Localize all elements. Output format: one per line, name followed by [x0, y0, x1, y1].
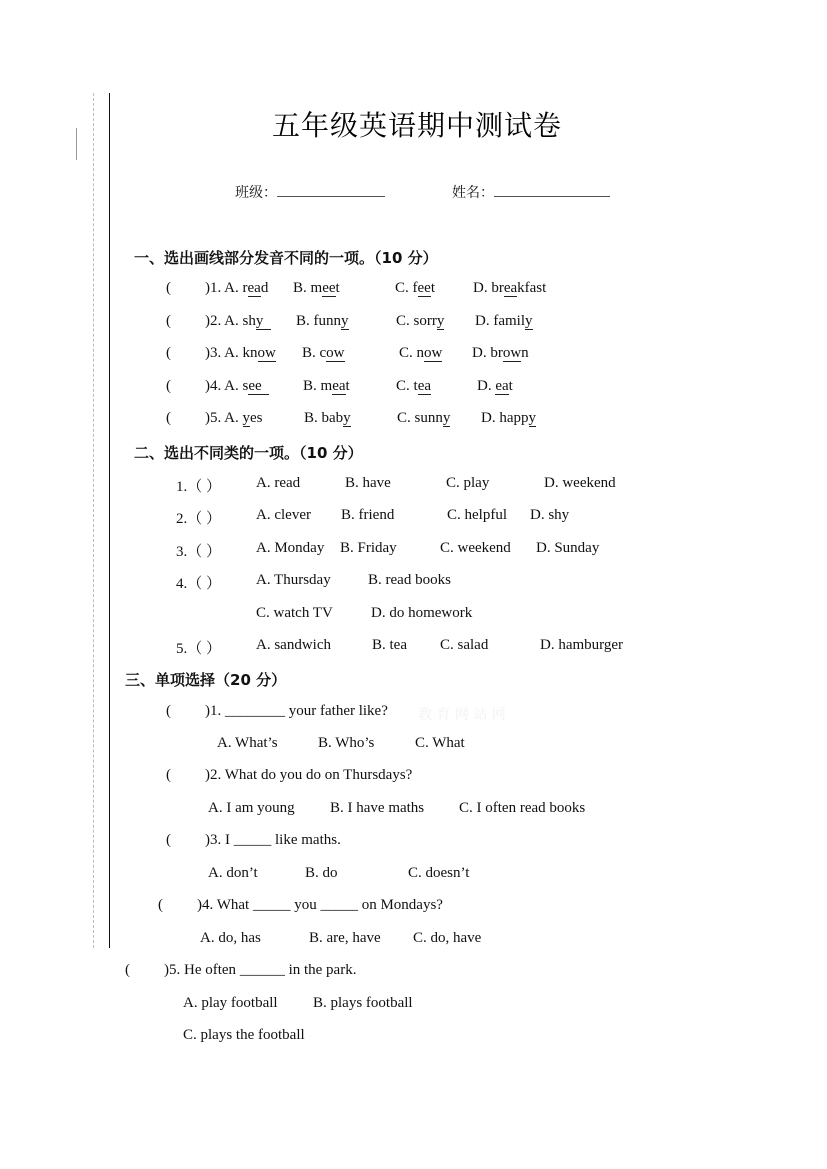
s2-q2-option-d: D. shy [530, 507, 570, 523]
class-input-line[interactable] [277, 196, 385, 197]
s3-q1-option-b: B. Who’s [318, 735, 375, 751]
s1-q5-option-c: C. sunny [397, 410, 451, 426]
s2-q3-option-c: C. weekend [440, 540, 511, 556]
s1-q1-option-c: C. feet [395, 280, 435, 296]
s1-q1-paren: ( [166, 280, 171, 296]
section1-heading: 一、选出画线部分发音不同的一项。（10 分） [134, 249, 438, 267]
s1-q4-option-c: C. tea [396, 378, 432, 394]
s2-q5-number: 5.（ ） [176, 641, 222, 657]
s1-q4-option-a: )4. A. see [205, 378, 270, 394]
s1-q2-option-a: )2. A. shy [205, 313, 271, 329]
s2-q5-option-c: C. salad [440, 637, 489, 653]
s2-q5-option-a: A. sandwich [256, 637, 331, 653]
s1-q3-option-d: D. brown [472, 345, 529, 361]
s3-q3-option-b: B. do [305, 865, 338, 881]
binding-margin-line [109, 93, 110, 948]
s1-q4-paren: ( [166, 378, 171, 394]
s3-q2-option-c: C. I often read books [459, 800, 586, 816]
s3-q2-option-b: B. I have maths [330, 800, 425, 816]
s1-q5-option-a: )5. A. yes [205, 410, 263, 426]
s3-q2-paren: ( [166, 767, 171, 783]
s1-q5-option-d: D. happy [481, 410, 536, 426]
s2-q2-number: 2.（ ） [176, 511, 222, 527]
s2-q4-option-b: B. read books [368, 572, 451, 588]
s2-q3-number: 3.（ ） [176, 544, 222, 560]
s2-q4-number: 4.（ ） [176, 576, 222, 592]
name-input-line[interactable] [494, 196, 610, 197]
s1-q2-paren: ( [166, 313, 171, 329]
s3-q5-question: )5. He often ______ in the park. [164, 962, 357, 978]
s2-q1-number: 1.（ ） [176, 479, 222, 495]
section2-heading: 二、选出不同类的一项。（10 分） [134, 444, 363, 462]
page-title: 五年级英语期中测试卷 [272, 109, 563, 142]
s2-q2-option-b: B. friend [341, 507, 395, 523]
s3-q2-option-a: A. I am young [208, 800, 295, 816]
s2-q2-option-a: A. clever [256, 507, 311, 523]
s3-q5-option-c: C. plays the football [183, 1027, 305, 1043]
s1-q3-option-a: )3. A. know [205, 345, 276, 361]
s1-q3-paren: ( [166, 345, 171, 361]
watermark-text: 教 育 网 站 网 [418, 707, 506, 723]
s1-q1-option-a: )1. A. read [205, 280, 269, 296]
s2-q1-option-d: D. weekend [544, 475, 616, 491]
s3-q4-paren: ( [158, 897, 163, 913]
s1-q4-option-b: B. meat [303, 378, 350, 394]
s3-q1-option-c: C. What [415, 735, 465, 751]
s1-q3-option-b: B. cow [302, 345, 345, 361]
s3-q4-option-c: C. do, have [413, 930, 482, 946]
s3-q5-paren: ( [125, 962, 130, 978]
name-field [452, 182, 610, 202]
s3-q3-option-a: A. don’t [208, 865, 258, 881]
s2-q1-option-a: A. read [256, 475, 301, 491]
s1-q2-option-b: B. funny [296, 313, 349, 329]
s3-q3-question: )3. I _____ like maths. [205, 832, 341, 848]
s1-q2-option-c: C. sorry [396, 313, 445, 329]
s2-q2-option-c: C. helpful [447, 507, 507, 523]
s2-q1-option-b: B. have [345, 475, 391, 491]
binding-dashed-line [93, 93, 95, 948]
s3-q1-question: )1. ________ your father like? [205, 703, 388, 719]
s1-q5-paren: ( [166, 410, 171, 426]
s2-q1-option-c: C. play [446, 475, 490, 491]
s2-q4-option-a: A. Thursday [256, 572, 331, 588]
class-label: 班级： [235, 185, 277, 201]
section3-heading: 三、单项选择（20 分） [125, 671, 287, 689]
s2-q4-option-d: D. do homework [371, 605, 473, 621]
s1-q1-option-b: B. meet [293, 280, 340, 296]
binding-mark [76, 128, 77, 160]
class-field [235, 182, 385, 202]
s1-q4-option-d: D. eat [477, 378, 513, 394]
s3-q4-question: )4. What _____ you _____ on Mondays? [197, 897, 443, 913]
name-label: 姓名： [452, 185, 494, 201]
s2-q5-option-d: D. hamburger [540, 637, 624, 653]
s3-q4-option-b: B. are, have [309, 930, 381, 946]
s1-q2-option-d: D. family [475, 313, 533, 329]
s2-q4-option-c: C. watch TV [256, 605, 333, 621]
s2-q5-option-b: B. tea [372, 637, 407, 653]
s3-q1-option-a: A. What’s [217, 735, 278, 751]
s3-q2-question: )2. What do you do on Thursdays? [205, 767, 413, 783]
s3-q1-paren: ( [166, 703, 171, 719]
s3-q5-option-a: A. play football [183, 995, 278, 1011]
s2-q3-option-d: D. Sunday [536, 540, 600, 556]
s3-q3-paren: ( [166, 832, 171, 848]
s2-q3-option-a: A. Monday [256, 540, 325, 556]
s2-q3-option-b: B. Friday [340, 540, 397, 556]
s3-q5-option-b: B. plays football [313, 995, 413, 1011]
s3-q4-option-a: A. do, has [200, 930, 261, 946]
s3-q3-option-c: C. doesn’t [408, 865, 470, 881]
s1-q3-option-c: C. now [399, 345, 443, 361]
s1-q5-option-b: B. baby [304, 410, 351, 426]
s1-q1-option-d: D. breakfast [473, 280, 547, 296]
